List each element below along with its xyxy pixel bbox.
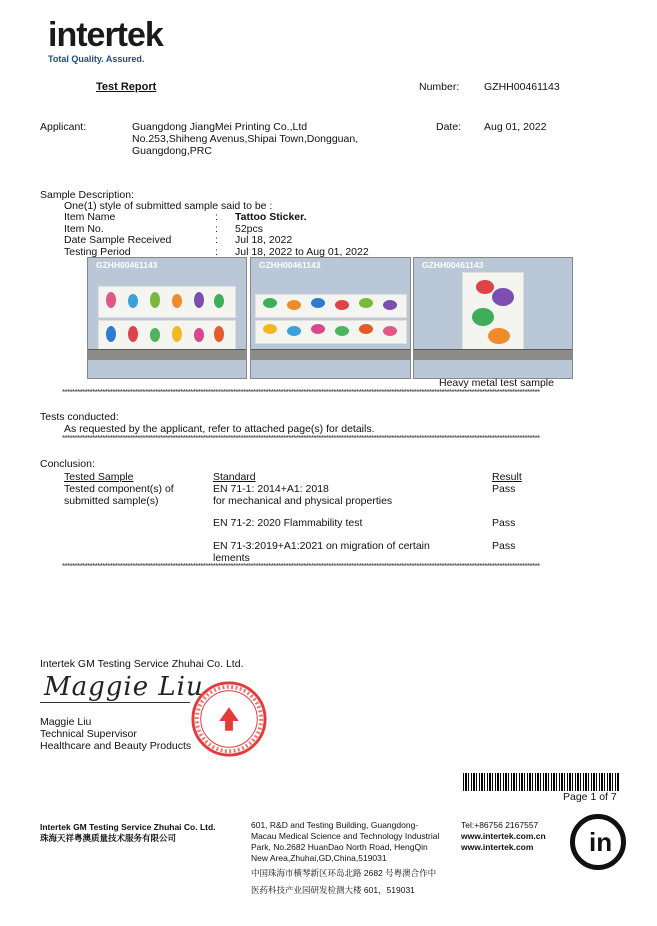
result-pass: Pass — [492, 517, 516, 529]
col-standard: Standard — [213, 471, 256, 483]
tests-heading: Tests conducted: — [40, 411, 119, 423]
signatory-dept: Healthcare and Beauty Products — [40, 740, 192, 752]
footer-web-cn[interactable]: www.intertek.com.cn — [461, 831, 546, 841]
standard-text: for mechanical and physical properties — [213, 495, 393, 507]
result-pass: Pass — [492, 483, 516, 495]
applicant-label: Applicant: — [40, 121, 87, 133]
signatory — [40, 716, 191, 752]
photo-label: GZHH00461143 — [422, 260, 484, 270]
footer-web[interactable]: www.intertek.com — [461, 842, 534, 852]
address-line: 601, R&D and Testing Building, Guangdong- — [251, 820, 419, 830]
report-number: GZHH00461143 — [484, 81, 560, 93]
standard-row — [213, 483, 392, 507]
intertek-badge-icon: in — [570, 814, 626, 870]
footer-company — [40, 822, 216, 844]
photo-label: GZHH00461143 — [259, 260, 321, 270]
applicant-line: Guangdong JiangMei Printing Co.,Ltd — [132, 121, 308, 133]
standard-text: EN 71-2: 2020 Flammability test — [213, 517, 363, 529]
signing-company: Intertek GM Testing Service Zhuhai Co. Ltd. — [40, 658, 244, 670]
applicant-block — [132, 121, 358, 157]
report-date: Aug 01, 2022 — [484, 121, 547, 133]
divider-stars: ********************************************************************************************************************************************************************************************** — [62, 388, 540, 397]
divider-stars: ********************************************************************************************************************************************************************************************** — [62, 562, 540, 571]
page-number: Page 1 of 7 — [563, 791, 617, 803]
company-seal-stamp — [190, 680, 268, 758]
applicant-line: No.253,Shiheng Avenus,Shipai Town,Dongguan, — [132, 133, 359, 145]
sample-photo-1 — [87, 257, 247, 379]
field-label: Testing Period — [64, 245, 131, 258]
address-line: Macau Medical Science and Technology Industrial — [251, 831, 440, 841]
photo-caption: Heavy metal test sample — [439, 377, 554, 389]
sample-line: Tested component(s) of — [64, 483, 174, 495]
signatory-role: Technical Supervisor — [40, 728, 137, 740]
applicant-line: Guangdong,PRC — [132, 145, 212, 157]
footer-company-en: Intertek GM Testing Service Zhuhai Co. Ltd. — [40, 822, 216, 832]
standard-row — [213, 540, 430, 564]
field-colons: : : : : — [215, 211, 218, 258]
col-tested-sample: Tested Sample — [64, 471, 134, 483]
address-line: New Area,Zhuhai,GD,China,519031 — [251, 853, 387, 863]
tested-sample-text — [64, 483, 174, 507]
address-line: Park, No.2682 HuanDao North Road, HengQin — [251, 842, 428, 852]
sample-heading: Sample Description: — [40, 189, 134, 201]
handwritten-signature: Maggie Liu — [44, 672, 204, 702]
standard-text: EN 71-3:2019+A1:2021 on migration of certain — [213, 540, 430, 552]
sample-intro: One(1) style of submitted sample said to be : — [64, 200, 273, 212]
conclusion-heading: Conclusion: — [40, 458, 95, 470]
logo-tagline: Total Quality. Assured. — [48, 54, 145, 64]
sample-photo-2 — [250, 257, 411, 379]
address-cn-line: 中国珠海市横琴新区环岛北路 2682 号粤澳合作中 — [251, 868, 437, 878]
report-title: Test Report — [96, 81, 157, 93]
address-cn-line: 医药科技产业园研发检测大楼 601，519031 — [251, 885, 415, 895]
field-label: Item No. — [64, 222, 104, 235]
intertek-logo — [48, 18, 163, 64]
field-value: Jul 18, 2022 to Aug 01, 2022 — [235, 245, 369, 258]
result-pass: Pass — [492, 540, 516, 552]
field-value-item-name: Tattoo Sticker. — [235, 211, 307, 223]
barcode — [463, 773, 619, 791]
sample-field-labels — [64, 212, 171, 258]
field-label: Item Name — [64, 211, 116, 223]
footer-address — [251, 820, 439, 896]
field-value: 52pcs — [235, 222, 264, 235]
col-result: Result — [492, 471, 522, 483]
number-label: Number: — [419, 81, 460, 93]
tests-text: As requested by the applicant, refer to attached page(s) for details. — [64, 423, 375, 435]
sample-photo-3 — [413, 257, 573, 379]
standard-text: EN 71-1: 2014+A1: 2018 — [213, 483, 329, 495]
signature-line — [40, 702, 190, 703]
signatory-name: Maggie Liu — [40, 716, 92, 728]
field-label: Date Sample Received — [64, 234, 172, 246]
logo-wordmark: intertek — [48, 16, 163, 54]
footer-tel: Tel:+86756 2167557 — [461, 820, 539, 830]
standard-text: lements — [213, 552, 250, 564]
photo-label: GZHH00461143 — [96, 260, 158, 270]
date-label: Date: — [436, 121, 462, 133]
footer-company-cn: 珠海天祥粤澳质量技术服务有限公司 — [40, 833, 177, 843]
sample-line: submitted sample(s) — [64, 495, 159, 507]
divider-stars: ********************************************************************************************************************************************************************************************** — [62, 434, 540, 443]
field-value: Jul 18, 2022 — [235, 234, 293, 246]
footer-contact — [461, 820, 546, 853]
sample-field-values — [235, 212, 369, 258]
